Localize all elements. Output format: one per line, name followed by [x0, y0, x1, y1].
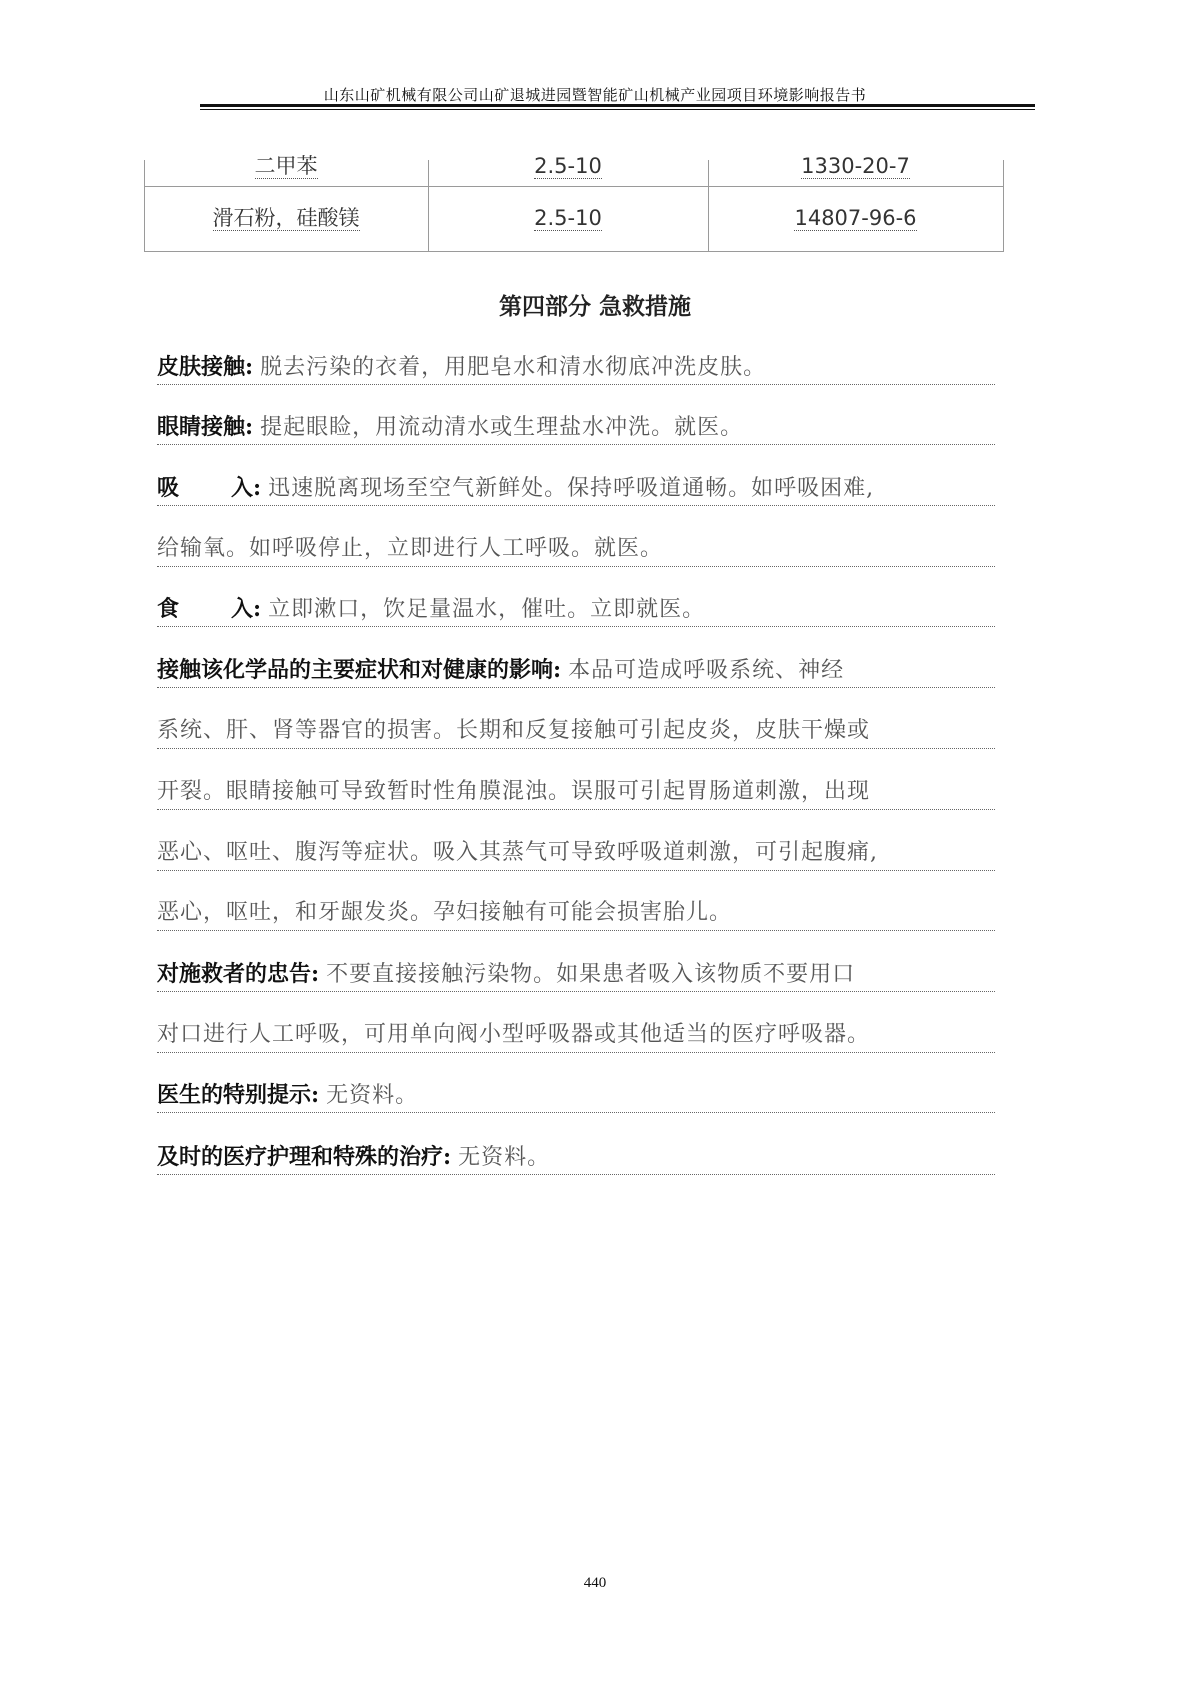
composition-table [144, 154, 1004, 252]
skin-contact-value: 脱去污染的衣着，用肥皂水和清水彻底冲洗皮肤。 [260, 355, 767, 380]
table-border-right [1003, 160, 1004, 252]
ingestion-label-a: 食 [157, 596, 180, 622]
rescuer-advice-line-2 [157, 1020, 995, 1053]
skin-contact-label: 皮肤接触: [157, 354, 254, 380]
table-cell-name: 滑石粉，硅酸镁 [212, 206, 360, 230]
section-title: 第四部分 急救措施 [498, 294, 691, 320]
skin-contact-line [157, 352, 995, 385]
eye-contact-label: 眼睛接触: [157, 414, 254, 440]
table-cell-concentration: 2.5-10 [534, 206, 602, 230]
doctor-note-label: 医生的特别提示: [157, 1082, 320, 1108]
doctor-note-value: 无资料。 [326, 1083, 419, 1108]
symptoms-value-3: 开裂。眼睛接触可导致暂时性角膜混浊。误服可引起胃肠道刺激，出现 [157, 779, 871, 804]
eye-contact-line [157, 412, 995, 445]
table-row-divider [144, 186, 1004, 187]
symptoms-line-5 [157, 898, 995, 931]
table-border-bottom [144, 251, 1004, 252]
medical-treatment-label: 及时的医疗护理和特殊的治疗: [157, 1144, 452, 1170]
table-cell-cas: 1330-20-7 [801, 154, 910, 178]
inhalation-value-continued: 给输氧。如呼吸停止，立即进行人工呼吸。就医。 [157, 536, 664, 561]
symptoms-line-2 [157, 716, 995, 749]
eye-contact-value: 提起眼睑，用流动清水或生理盐水冲洗。就医。 [260, 415, 744, 440]
table-cell-cas: 14807-96-6 [794, 206, 917, 230]
medical-treatment-value: 无资料。 [458, 1145, 551, 1170]
symptoms-value: 本品可造成呼吸系统、神经 [568, 658, 845, 683]
header-title: 山东山矿机械有限公司山矿退城进园暨智能矿山机械产业园项目环境影响报告书 [323, 86, 867, 104]
symptoms-value-5: 恶心，呕吐，和牙龈发炎。孕妇接触有可能会损害胎儿。 [157, 900, 733, 925]
symptoms-value-2: 系统、肝、肾等器官的损害。长期和反复接触可引起皮炎，皮肤干燥或 [157, 718, 871, 743]
table-cell-name: 二甲苯 [254, 154, 318, 178]
header-rule-thin [200, 109, 1035, 110]
inhalation-line-2 [157, 534, 995, 567]
inhalation-label-b: 入: [231, 475, 262, 501]
ingestion-label-b: 入: [231, 596, 262, 622]
ingestion-line [157, 594, 995, 627]
symptoms-line-3 [157, 777, 995, 810]
symptoms-line-4 [157, 838, 995, 871]
symptoms-line [157, 655, 995, 688]
page-number: 440 [583, 1575, 607, 1591]
inhalation-label-a: 吸 [157, 475, 180, 501]
inhalation-value: 迅速脱离现场至空气新鲜处。保持呼吸道通畅。如呼吸困难, [268, 476, 875, 501]
symptoms-value-4: 恶心、呕吐、腹泻等症状。吸入其蒸气可导致呼吸道刺激，可引起腹痛, [157, 840, 878, 865]
rescuer-advice-line [157, 959, 995, 992]
medical-treatment-line [157, 1142, 995, 1175]
header-rule [200, 104, 1035, 107]
doctor-note-line [157, 1080, 995, 1113]
rescuer-advice-value-2: 对口进行人工呼吸，可用单向阀小型呼吸器或其他适当的医疗呼吸器。 [157, 1022, 871, 1047]
symptoms-label: 接触该化学品的主要症状和对健康的影响: [157, 657, 562, 683]
rescuer-advice-value: 不要直接接触污染物。如果患者吸入该物质不要用口 [326, 962, 856, 987]
rescuer-advice-label: 对施救者的忠告: [157, 961, 320, 987]
table-cell-concentration: 2.5-10 [534, 154, 602, 178]
inhalation-line [157, 473, 995, 506]
ingestion-value: 立即漱口，饮足量温水，催吐。立即就医。 [268, 597, 706, 622]
